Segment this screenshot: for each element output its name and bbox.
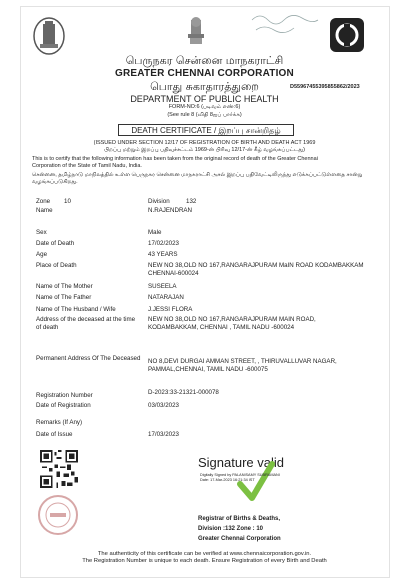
father-label: Name of The Father (36, 294, 92, 301)
mother-value: SUSEELA (148, 283, 177, 290)
registration-date-value: 03/03/2023 (148, 402, 179, 409)
certificate-title: DEATH CERTIFICATE / இறப்பு சான்றிதழ் (118, 124, 294, 136)
age-label: Age (36, 251, 48, 258)
tamil-corp-name: பெருநகர சென்னை மாநகராட்சி (125, 54, 284, 67)
spouse-value: J.JESSI FLORA (148, 306, 193, 313)
qr-code-icon (40, 450, 78, 488)
footer-registration-text: The Registration Number is unique to each death. Ensure Registration of every Birth and Death (82, 558, 327, 564)
certify-en-2: Corporation of the State of Tamil Nadu, India. (32, 163, 142, 169)
father-value: NATARAJAN (148, 294, 184, 301)
dod-value: 17/02/2023 (148, 240, 179, 247)
corporation-logo-icon (330, 18, 364, 52)
reference-number: D55967455395855862/2023 (290, 84, 360, 90)
signature-valid-title: Signature valid (198, 455, 284, 470)
remarks-label: Remarks (If Any) (36, 419, 83, 426)
division-label: Division (148, 198, 170, 205)
footer-verify-text: The authenticity of this certificate can be verified at www.chennaicorporation.gov.in. (97, 551, 312, 557)
pod-value-2: CHENNAI-600024 (148, 270, 199, 277)
handwritten-note-icon (250, 10, 320, 36)
issue-date-label: Date of Issue (36, 431, 73, 438)
form-number: FORM-NO:6 (படிவம் எண்:6) (168, 104, 241, 110)
address-value-1: NEW NO 38,OLD NO 167,RANGARAJPURAM MAIN ROAD, (148, 316, 316, 323)
name-label: Name (36, 207, 53, 214)
issue-date-value: 17/03/2023 (148, 431, 179, 438)
address-value-2: KODAMBAKKAM, CHENNAI , TAMIL NADU -600024 (148, 324, 295, 331)
issued-under-ta: பிறப்பு மற்றும் இறப்பு பதிவுச்சட்டம் 1969-ன் பிரிவு 12/17-ன் கீழ் வழங்கப்பட்டது) (104, 147, 305, 153)
address-label-2: of death (36, 324, 59, 331)
official-seal-icon (38, 495, 78, 535)
certify-ta-1: சென்னை, தமிழ்நாடு மாநிலத்தில் உள்ள பெருநகர சென்னை மாநகராட்சி அசல் இறப்பு பதிவேட்டிலிருந்து எடுக்கப்பட்டுள்ளதை சான்று (32, 172, 363, 178)
pod-value-1: NEW NO 38,OLD NO 167,RANGARAJPURAM MaIN ROAD KODAMBAKKAM (148, 262, 364, 269)
registration-number-value: D-2023:33-21321-000078 (148, 389, 219, 396)
registrar-division: Division :132 Zone : 10 (198, 526, 264, 532)
tamil-nadu-emblem-icon (32, 16, 66, 56)
sex-value: Male (148, 229, 162, 236)
issued-under-en: (ISSUED UNDER SECTION 12/17 OF REGISTRATION OF BIRTH AND DEATH ACT 1969 (93, 140, 316, 146)
spouse-label: Name of The Husband / Wife (36, 306, 116, 313)
rule-text: (See rule 8 (விதி 8ஐப் பார்க்க) (167, 112, 242, 118)
division-value: 132 (186, 198, 197, 205)
registrar-title: Registrar of Births & Deaths, (198, 516, 281, 522)
signed-by-text: Digitally Signed by PALANISAMY SUBRAMANI (200, 473, 280, 477)
dod-label: Date of Death (36, 240, 75, 247)
name-value: N.RAJENDRAN (148, 207, 193, 214)
registrar-corp: Greater Chennai Corporation (198, 536, 281, 542)
registration-number-label: Registration Number (36, 392, 93, 399)
pod-label: Place of Death (36, 262, 77, 269)
department-name: DEPARTMENT OF PUBLIC HEALTH (130, 94, 279, 104)
registration-date-label: Date of Registration (36, 402, 91, 409)
certify-ta-2: வழங்கப்படுகிறது. (32, 179, 78, 185)
address-label-1: Address of the deceased at the time (36, 316, 136, 323)
certify-en-1: This is to certify that the following information has been taken from the original record of death of the Greater Chennai (32, 156, 318, 162)
zone-label: Zone (36, 198, 51, 205)
sex-label: Sex (36, 229, 47, 236)
permanent-address-value-2: PAMMAL,CHENNAI, TAMIL NADU -600075 (148, 366, 268, 373)
corp-name: GREATER CHENNAI CORPORATION (115, 68, 294, 79)
mother-label: Name of The Mother (36, 283, 93, 290)
signed-date-text: Date: 17-Mar-2023 16:21:34 IST (200, 478, 255, 482)
permanent-address-value-1: NO 8,DEVI DURGAI AMMAN STREET, , THIRUVALLUVAR NAGAR, (148, 358, 337, 365)
tamil-dept-name: பொது சுகாதாரத்துறை (150, 80, 259, 93)
zone-value: 10 (64, 198, 71, 205)
national-emblem-icon (185, 16, 207, 46)
permanent-address-label: Permanent Address Of The Deceased (36, 355, 141, 362)
age-value: 43 YEARS (148, 251, 178, 258)
